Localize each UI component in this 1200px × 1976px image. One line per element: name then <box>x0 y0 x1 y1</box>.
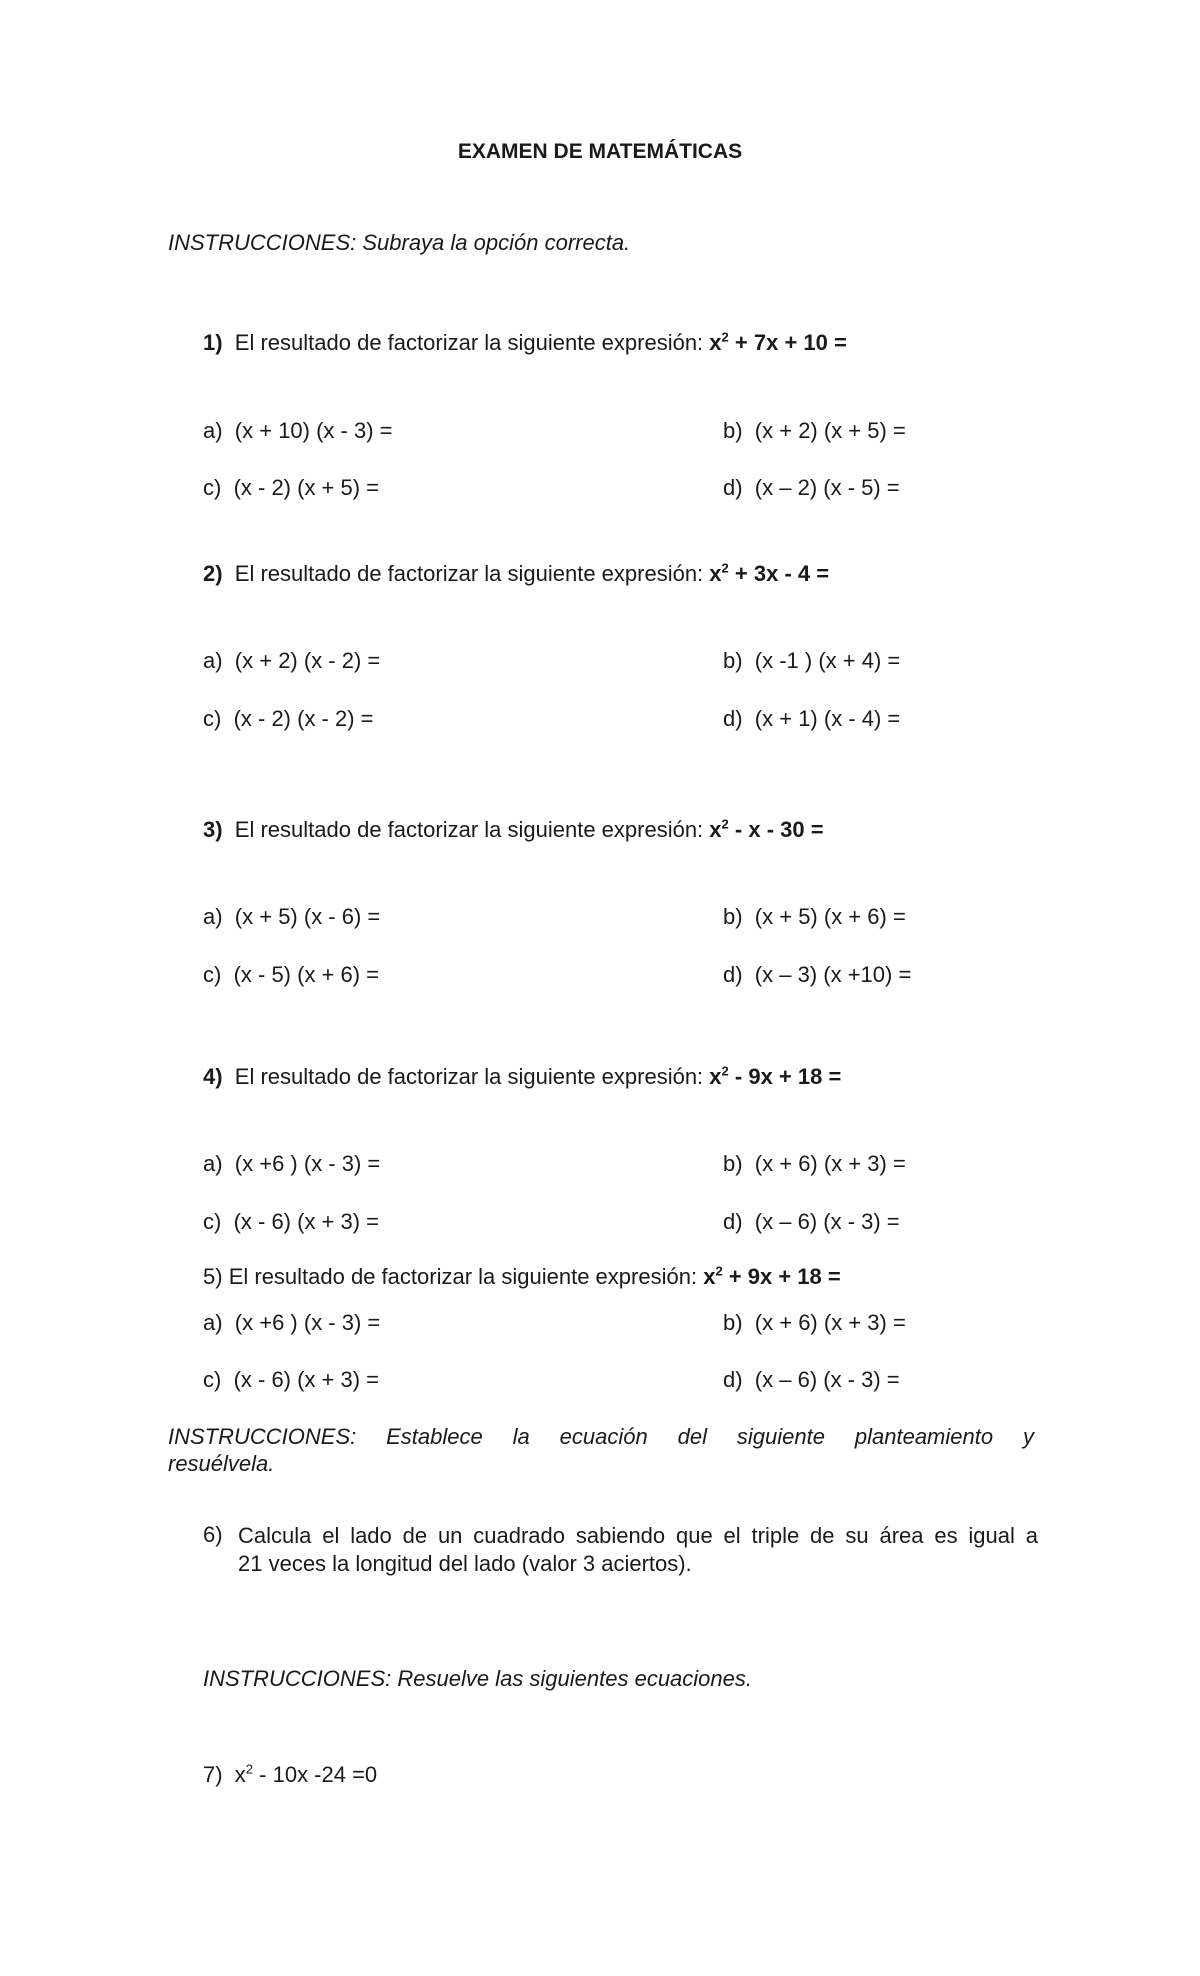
option-a[interactable]: a) (x + 10) (x - 3) = <box>203 418 393 443</box>
question-1-heading <box>203 330 847 356</box>
question-6-number: 6) <box>203 1522 223 1547</box>
option-b[interactable]: b) (x + 6) (x + 3) = <box>723 1151 906 1176</box>
question-number: 3) <box>203 817 223 842</box>
question-prompt: El resultado de factorizar la siguiente expresión: <box>234 561 704 586</box>
question-expression: $x^2$ - x - 30 = <box>709 816 824 842</box>
option-d[interactable]: d) (x – 2) (x - 5) = <box>723 475 900 500</box>
question-number: 7) <box>203 1762 223 1787</box>
question-prompt: El resultado de factorizar la siguiente expresión: <box>234 1064 704 1089</box>
instructions-solve: INSTRUCCIONES: Resuelve las siguientes ecuaciones. <box>203 1666 753 1691</box>
page-title: EXAMEN DE MATEMÁTICAS <box>457 140 743 163</box>
question-6-text <box>238 1522 1038 1578</box>
question-prompt: El resultado de factorizar la siguiente expresión: <box>234 817 704 842</box>
question-3-heading <box>203 817 824 843</box>
option-c[interactable]: c) (x - 2) (x - 2) = <box>203 706 374 731</box>
option-b[interactable]: b) (x + 6) (x + 3) = <box>723 1310 906 1335</box>
question-7 <box>203 1762 377 1788</box>
option-b[interactable]: b) (x + 2) (x + 5) = <box>723 418 906 443</box>
question-4-heading <box>203 1064 841 1090</box>
option-c[interactable]: c) (x - 6) (x + 3) = <box>203 1209 380 1234</box>
option-d[interactable]: d) (x – 3) (x +10) = <box>723 962 912 987</box>
question-5-heading <box>203 1264 841 1290</box>
option-d[interactable]: d) (x – 6) (x - 3) = <box>723 1209 900 1234</box>
option-a[interactable]: a) (x + 5) (x - 6) = <box>203 904 381 929</box>
question-number: 5) <box>203 1264 223 1289</box>
instructions-equation-line1: INSTRUCCIONES: Establece la ecuación del siguiente planteamiento y <box>168 1424 1034 1449</box>
option-c[interactable]: c) (x - 2) (x + 5) = <box>203 475 380 500</box>
option-d[interactable]: d) (x – 6) (x - 3) = <box>723 1367 900 1392</box>
question-expression: $x^2 + 9x + 18$ = <box>703 1263 841 1289</box>
question-number: 1) <box>203 330 223 355</box>
question-expression: $x^2 + 3x - 4$ = <box>709 560 830 586</box>
option-a[interactable]: a) (x +6 ) (x - 3) = <box>203 1310 381 1335</box>
instructions-underline: INSTRUCCIONES: Subraya la opción correcta. <box>168 230 631 255</box>
option-a[interactable]: a) (x +6 ) (x - 3) = <box>203 1151 381 1176</box>
option-d[interactable]: d) (x + 1) (x - 4) = <box>723 706 901 731</box>
option-b[interactable]: b) (x + 5) (x + 6) = <box>723 904 906 929</box>
question-number: 2) <box>203 561 223 586</box>
option-c[interactable]: c) (x - 6) (x + 3) = <box>203 1367 380 1392</box>
question-prompt: El resultado de factorizar la siguiente expresión: <box>228 1264 698 1289</box>
instructions-equation-line2: resuélvela. <box>168 1451 275 1476</box>
question-expression: $x^2 + 7x + 10$ = <box>709 329 847 355</box>
question-2-heading <box>203 561 829 587</box>
option-c[interactable]: c) (x - 5) (x + 6) = <box>203 962 380 987</box>
question-expression: $x^2 - 9x + 18$ = <box>709 1063 842 1089</box>
question-expression: $x^2 - 10x$ -24 =0 <box>234 1761 378 1787</box>
question-6-line1: Calcula el lado de un cuadrado sabiendo que el triple de su área es igual a <box>238 1523 1038 1548</box>
option-a[interactable]: a) (x + 2) (x - 2) = <box>203 648 381 673</box>
question-6-line2: 21 veces la longitud del lado (valor 3 aciertos). <box>238 1551 692 1576</box>
question-prompt: El resultado de factorizar la siguiente expresión: <box>234 330 704 355</box>
question-number: 4) <box>203 1064 223 1089</box>
option-b[interactable]: b) (x -1 ) (x + 4) = <box>723 648 901 673</box>
